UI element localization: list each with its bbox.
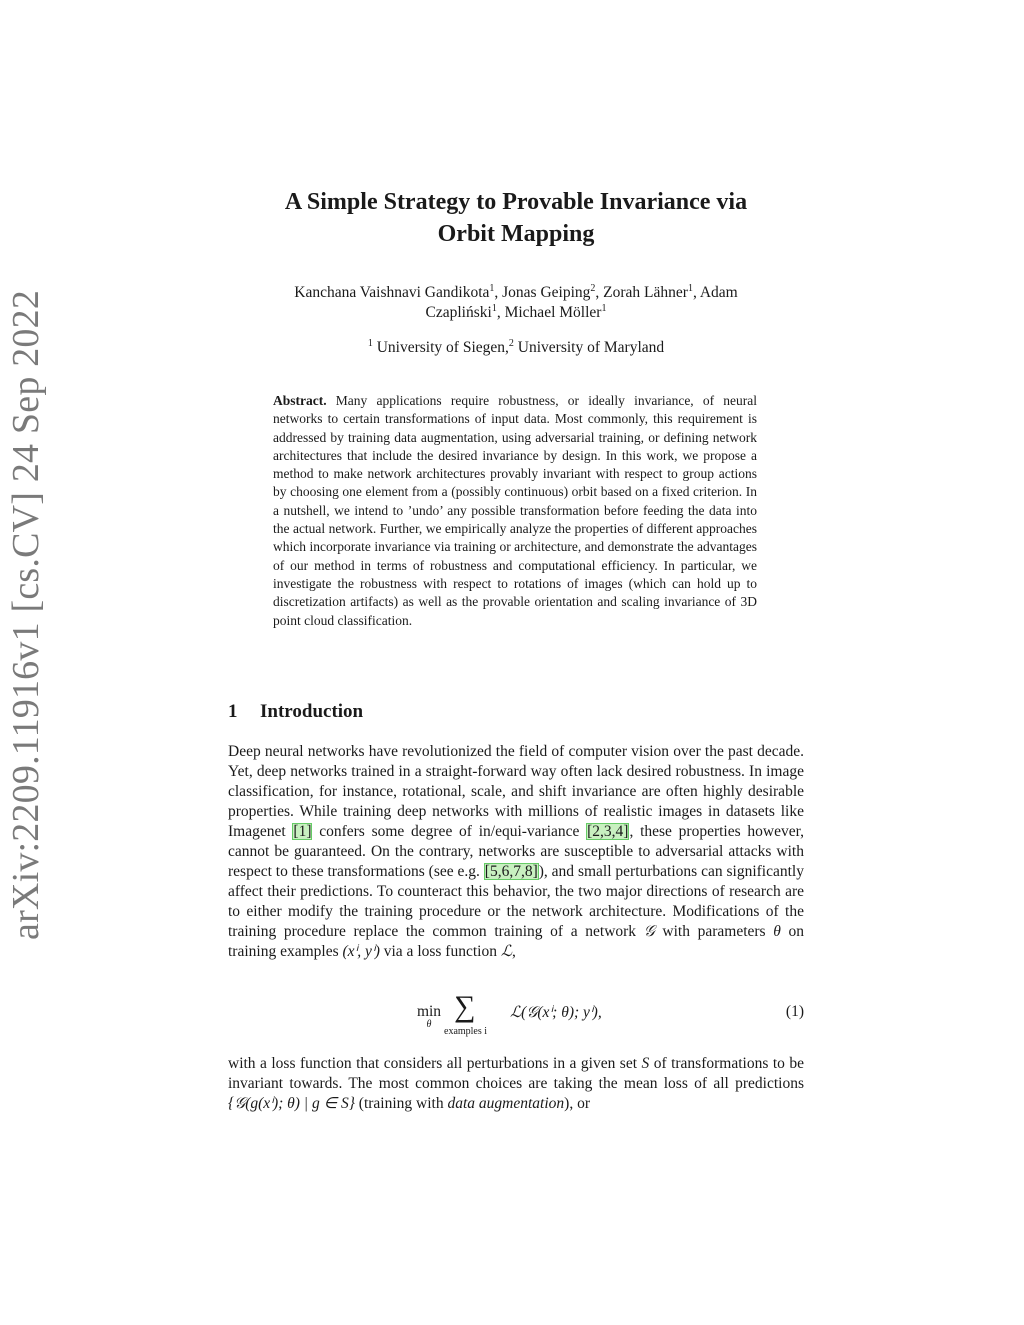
section-heading-introduction [228, 700, 804, 724]
abstract [273, 392, 757, 630]
summation-subscript: examples i [444, 1026, 488, 1037]
affiliation-marker: 2 [590, 282, 596, 294]
author-separator: , [496, 304, 505, 321]
affiliation-marker: 1 [687, 282, 693, 294]
author-name: Zorah Lähner [603, 284, 688, 301]
paragraph-text: ), or [564, 1095, 590, 1112]
paragraph-text: Deep neural networks have revolutionized the field of computer vision over the past decade. Yet, deep networks trained in a straight-forward way often lack desired robustness. In image classification, for instance, rotational, scale, and shift invariance are often highly desirable properties. While training deep networks with millions of realistic images in datasets like Imagenet [228, 743, 804, 840]
citation-link[interactable]: [2,3,4] [587, 823, 629, 840]
paragraph-text: via a loss function [379, 943, 501, 960]
affiliation-marker: 1 [489, 282, 495, 294]
author-name: Czapliński [425, 304, 492, 321]
section-title: Introduction [260, 701, 364, 722]
paragraph-text: of transformations to be invariant towards. The most common choices are taking the mean loss of all predictions [228, 1055, 804, 1092]
arxiv-identifier-stamp: arXiv:2209.11916v1 [cs.CV] 24 Sep 2022 [5, 289, 47, 940]
paragraph-text: , [512, 943, 516, 960]
equation-min-operator [414, 1003, 444, 1030]
paragraph-text: confers some degree of in/equi-variance [312, 823, 587, 840]
intro-paragraph-2 [228, 1054, 804, 1114]
affiliation-marker: 1 [601, 302, 607, 314]
paragraph-text: (training with [354, 1095, 448, 1112]
intro-paragraph-1 [228, 742, 804, 962]
affiliation-marker: 2 [508, 337, 514, 349]
title-line-1: A Simple Strategy to Provable Invariance via [284, 189, 748, 215]
author-name: Adam [699, 284, 738, 301]
equation-1 [228, 990, 804, 1042]
equation-body: ℒ(𝒢(xⁱ; θ); yⁱ), [510, 1004, 602, 1021]
author-separator: , [692, 284, 700, 301]
emphasis-text: data augmentation [447, 1095, 565, 1112]
affiliations [228, 338, 804, 358]
paragraph-text: on training examples [228, 923, 805, 960]
affiliation-siegen: University of Siegen, [372, 339, 509, 356]
author-separator: , [494, 284, 503, 301]
author-name: Kanchana Vaishnavi Gandikota [294, 284, 490, 301]
math-symbol: {𝒢(g(xⁱ); θ) | g ∈ S} [228, 1095, 355, 1112]
math-symbol: ℒ [500, 943, 513, 960]
math-symbol: S [641, 1055, 650, 1072]
paragraph-text: , these properties however, cannot be guaranteed. On the contrary, networks are susceptible to adversarial attacks with respect to these transformations (see e.g. [228, 823, 804, 880]
title-line-2: Orbit Mapping [437, 221, 595, 247]
citation-link[interactable]: [1] [293, 823, 312, 840]
paragraph-text: with a loss function that considers all perturbations in a given set [228, 1055, 642, 1072]
author-name: Michael Möller [504, 304, 602, 321]
math-symbol: θ [773, 923, 781, 940]
author-list [228, 283, 804, 323]
equation-number: (1) [785, 1003, 804, 1020]
citation-link[interactable]: [5,6,7,8] [484, 863, 538, 880]
paragraph-text: with parameters [654, 923, 774, 940]
author-name: Jonas Geiping [502, 284, 591, 301]
math-symbol: 𝒢 [643, 923, 655, 940]
min-subscript: θ [426, 1019, 432, 1030]
math-symbol: (xⁱ, yⁱ) [342, 943, 380, 960]
abstract-label: Abstract. [273, 393, 327, 408]
affiliation-marker: 1 [367, 337, 373, 349]
paragraph-text: ), and small perturbations can significantly affect their predictions. To counteract this behavior, the two major directions of research are to either modify the training procedure or the network architecture. Modifications of the training procedure replace the common training of a network [228, 863, 804, 940]
affiliation-maryland: University of Maryland [513, 339, 665, 356]
affiliation-marker: 1 [491, 302, 497, 314]
abstract-text: Many applications require robustness, or ideally invariance, of neural networks to certain transformations of input data. Most commonly, this requirement is addressed by training data augmentation, using adversarial training, or defining network architectures that include the desired invariance by design. In this work, we propose a method to make network architectures provably invariant with respect to group actions by choosing one element from a (possibly continuous) orbit based on a fixed criterion. In a nutshell, we intend to ’undo’ any possible transformation before feeding the data into the actual network. Further, we empirically analyze the properties of different approaches which incorporate invariance via training or architecture, and demonstrate the advantages of our method in terms of robustness and computational efficiency. In particular, we investigate the robustness with respect to rotations of images (which can hold up to discretization artifacts) as well as the provable orientation and scaling invariance of 3D point cloud classification. [273, 393, 757, 628]
min-label: min [416, 1003, 442, 1020]
author-separator: , [595, 284, 604, 301]
paper-title [228, 186, 804, 250]
summation-symbol: ∑ [454, 990, 476, 1023]
section-number: 1 [228, 701, 238, 722]
